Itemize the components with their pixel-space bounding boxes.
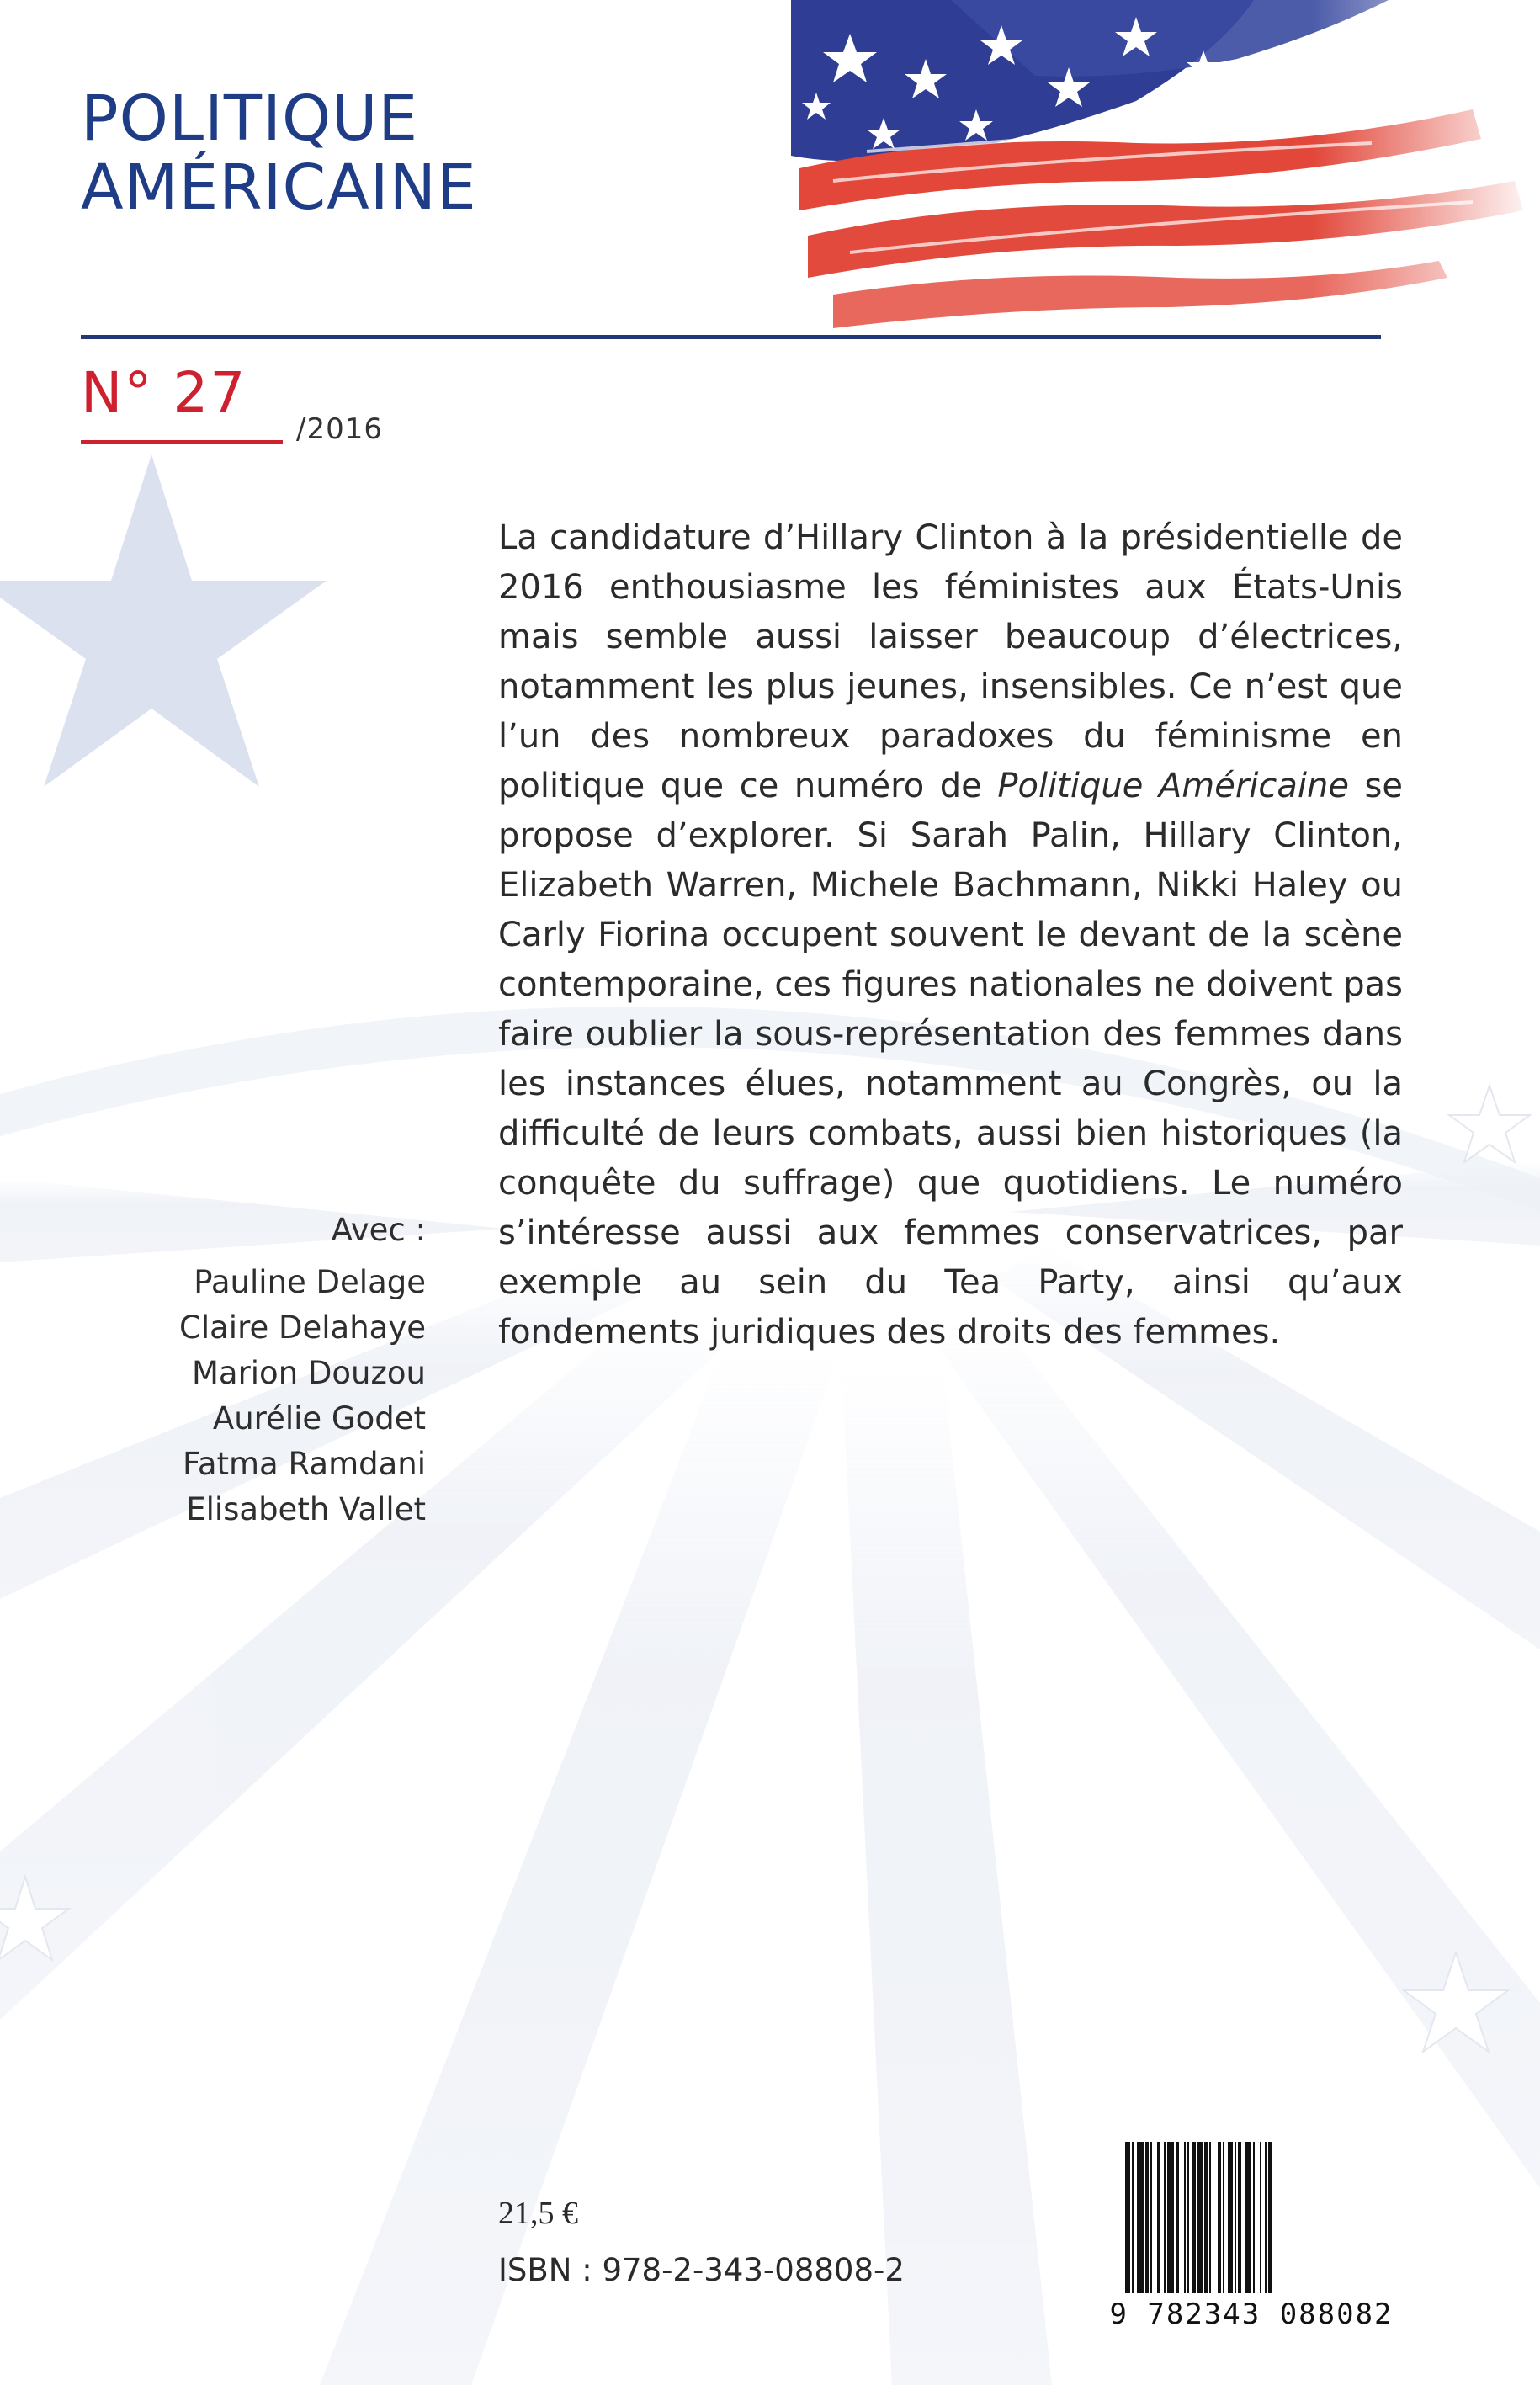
contributor-name: Marion Douzou (191, 1355, 426, 1391)
journal-title-line2: AMÉRICAINE (81, 151, 477, 224)
contributor-name: Claire Delahaye (179, 1309, 426, 1346)
barcode-bar (1253, 2142, 1255, 2293)
barcode-bar (1187, 2142, 1189, 2293)
contributor-name: Fatma Ramdani (182, 1446, 426, 1482)
barcode-bar (1260, 2142, 1261, 2293)
barcode-bar (1132, 2142, 1134, 2293)
barcode-bar (1223, 2142, 1224, 2293)
title-divider (81, 335, 1381, 339)
journal-title-line1: POLITIQUE (81, 82, 419, 155)
contributor-name: Aurélie Godet (212, 1400, 426, 1437)
description-part2: se propose d’explorer. Si Sarah Palin, Hillary Clinton, Elizabeth Warren, Michele Bachmann, Nikki Haley ou Carly Fiorina occupent souvent le devant de la scène contemporaine, ces figures nationales ne doivent pas faire oublier la sous-représentation des femmes dans les instances élues, notamment au Congrès, ou la difficulté de leurs combats, aussi bien historiques (la conquête du suffrage) que quotidiens. Le numéro s’intéresse aussi aux femmes conservatrices, par exemple au sein du Tea Party, ainsi qu’aux fondements juridiques des droits des femmes. (498, 767, 1404, 1352)
issue-number: N° 27 (81, 360, 247, 425)
barcode-bar (1245, 2142, 1251, 2293)
barcode-digits: 9 782343 088082 (1109, 2297, 1394, 2331)
barcode (1091, 2142, 1411, 2337)
description-journal-name: Politique Américaine (997, 767, 1349, 805)
contributors-label: Avec : (331, 1212, 426, 1248)
isbn: ISBN : 978-2-343-08808-2 (498, 2252, 905, 2288)
barcode-bar (1238, 2142, 1241, 2293)
barcode-bar (1268, 2142, 1272, 2293)
barcode-bar (1204, 2142, 1208, 2293)
background-star-icon (0, 454, 327, 787)
contributor-name: Elisabeth Vallet (186, 1491, 426, 1527)
barcode-bar (1197, 2142, 1203, 2293)
barcode-bar (1176, 2142, 1179, 2293)
barcode-bar (1157, 2142, 1160, 2293)
barcode-bars (1125, 2142, 1378, 2293)
barcode-bar (1228, 2142, 1233, 2293)
journal-title (81, 84, 477, 222)
barcode-bar (1150, 2142, 1152, 2293)
price: 21,5 € (498, 2196, 578, 2231)
description-text (498, 513, 1403, 1357)
contributor-name: Pauline Delage (194, 1264, 426, 1300)
issue-year: /2016 (296, 412, 383, 446)
issue-underline (81, 440, 283, 444)
barcode-bar (1167, 2142, 1174, 2293)
barcode-bar (1265, 2142, 1267, 2293)
barcode-bar (1164, 2142, 1166, 2293)
barcode-bar (1192, 2142, 1196, 2293)
description-part1: La candidature d’Hillary Clinton à la présidentielle de 2016 enthousiasme les féministes aux États-Unis mais semble aussi laisser beaucoup d’électrices, notamment les plus jeunes, insensibles. Ce n’est que l’un des nombreux paradoxes du féminisme en politique que ce numéro de (498, 518, 1403, 805)
barcode-bar (1209, 2142, 1211, 2293)
description-paragraph (498, 513, 1403, 1357)
barcode-bar (1184, 2142, 1186, 2293)
barcode-bar (1125, 2142, 1130, 2293)
barcode-bar (1137, 2142, 1144, 2293)
barcode-bar (1218, 2142, 1221, 2293)
flag-illustration (783, 0, 1540, 332)
barcode-bar (1145, 2142, 1149, 2293)
contributors-list (84, 1208, 426, 1532)
barcode-bar (1235, 2142, 1236, 2293)
